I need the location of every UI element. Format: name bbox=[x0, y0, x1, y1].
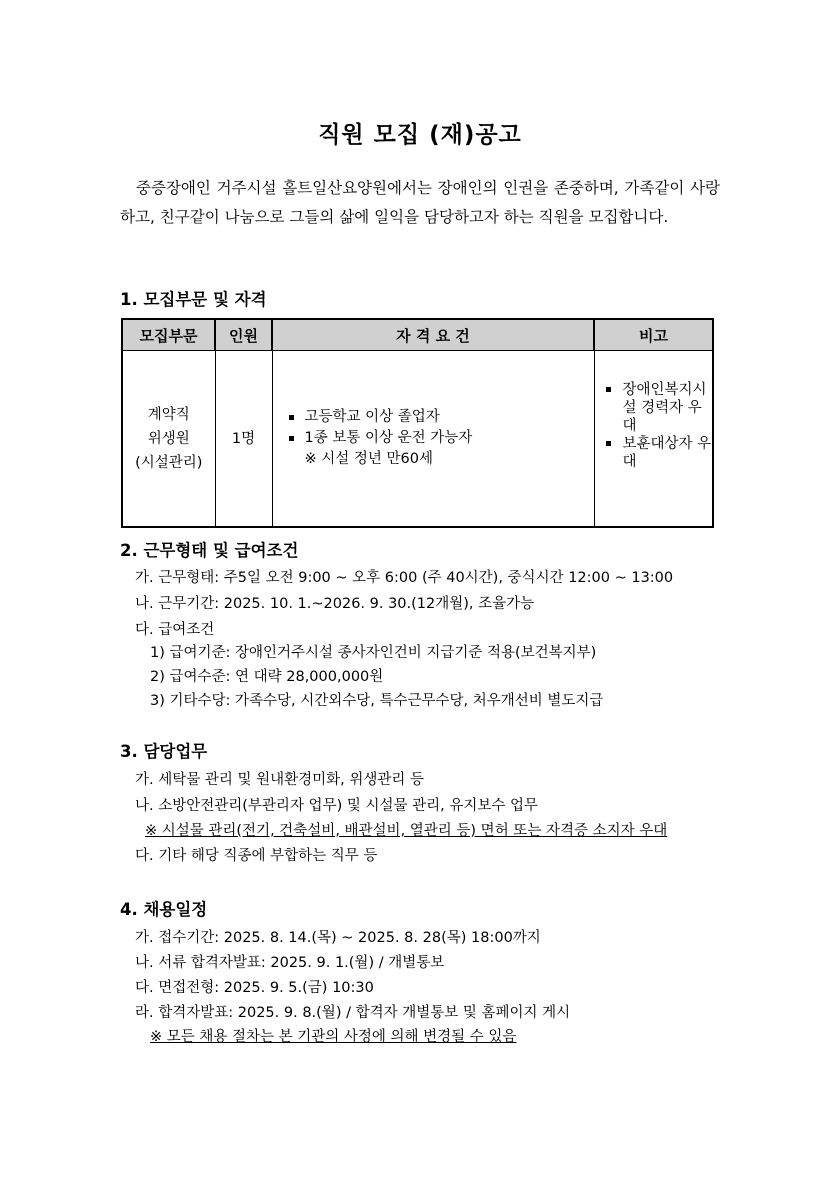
duty-line: 가. 세탁물 관리 및 원내환경미화, 위생관리 등 bbox=[135, 772, 424, 788]
allowance-line: 3) 기타수당: 가족수당, 시간외수당, 특수근무수당, 처우개선비 별도지급 bbox=[150, 693, 604, 709]
section-heading-schedule: 4. 채용일정 bbox=[120, 900, 208, 919]
salary-heading-line: 다. 급여조건 bbox=[135, 622, 215, 638]
schedule-line: 가. 접수기간: 2025. 8. 14.(목) ~ 2025. 8. 28(목) 18:00까지 bbox=[135, 930, 541, 946]
table-header-row bbox=[122, 319, 713, 351]
list-item: 장애인복지시설 경력자 우대 bbox=[603, 381, 713, 435]
schedule-line: 다. 면접전형: 2025. 9. 5.(금) 10:30 bbox=[135, 980, 374, 996]
requirement-note: ※ 시설 정년 만60세 bbox=[304, 451, 433, 467]
table-row bbox=[122, 351, 713, 528]
salary-level-line: 2) 급여수준: 연 대략 28,000,000원 bbox=[150, 669, 384, 685]
header-requirements: 자 격 요 건 bbox=[272, 319, 594, 351]
cell-remarks bbox=[594, 351, 713, 528]
intro-text: 중증장애인 거주시설 홀트일산요양원에서는 장애인의 인권을 존중하며, 가족같이 사랑하고, 친구같이 나눔으로 그들의 삶에 일익을 담당하고자 하는 직원을 모집합니다. bbox=[120, 179, 720, 226]
header-dept: 모집부문 bbox=[122, 319, 215, 351]
schedule-line: 라. 합격자발표: 2025. 9. 8.(월) / 합격자 개별통보 및 홈페이지 게시 bbox=[135, 1005, 571, 1021]
list-item: 고등학교 이상 졸업자 bbox=[285, 407, 594, 428]
cell-dept bbox=[122, 351, 215, 528]
dept-line: (시설관리) bbox=[135, 454, 203, 471]
duty-note: ※ 시설물 관리(전기, 건축설비, 배관설비, 열관리 등) 면허 또는 자격증 소지자 우대 bbox=[145, 823, 668, 839]
work-period-line: 나. 근무기간: 2025. 10. 1.~2026. 9. 30.(12개월), 조율가능 bbox=[135, 596, 535, 612]
section-heading-duties: 3. 담당업무 bbox=[120, 742, 208, 761]
header-remarks: 비고 bbox=[594, 319, 713, 351]
dept-line: 위생원 bbox=[147, 430, 190, 447]
cell-count: 1명 bbox=[215, 351, 272, 528]
schedule-line: 나. 서류 합격자발표: 2025. 9. 1.(월) / 개별통보 bbox=[135, 955, 445, 971]
intro-paragraph bbox=[120, 174, 720, 231]
duty-line: 다. 기타 해당 직종에 부합하는 직무 등 bbox=[135, 848, 378, 864]
section-heading-work-conditions: 2. 근무형태 및 급여조건 bbox=[120, 541, 299, 560]
list-item: 1종 보통 이상 운전 가능자 bbox=[285, 428, 594, 449]
list-item: 보훈대상자 우대 bbox=[603, 435, 713, 471]
recruitment-table bbox=[121, 318, 714, 528]
requirements-list bbox=[273, 407, 594, 470]
header-count: 인원 bbox=[215, 319, 272, 351]
remarks-list bbox=[595, 381, 713, 471]
dept-line: 계약직 bbox=[147, 406, 190, 423]
section-heading-recruitment: 1. 모집부문 및 자격 bbox=[120, 290, 267, 309]
work-type-line: 가. 근무형태: 주5일 오전 9:00 ~ 오후 6:00 (주 40시간), 중식시간 12:00 ~ 13:00 bbox=[135, 570, 674, 586]
schedule-note: ※ 모든 채용 절차는 본 기관의 사정에 의해 변경될 수 있음 bbox=[150, 1029, 517, 1045]
duty-line: 나. 소방안전관리(부관리자 업무) 및 시설물 관리, 유지보수 업무 bbox=[135, 798, 538, 814]
cell-requirements bbox=[272, 351, 594, 528]
page-title: 직원 모집 (재)공고 bbox=[318, 122, 522, 148]
salary-basis-line: 1) 급여기준: 장애인거주시설 종사자인건비 지급기준 적용(보건복지부) bbox=[150, 645, 597, 661]
